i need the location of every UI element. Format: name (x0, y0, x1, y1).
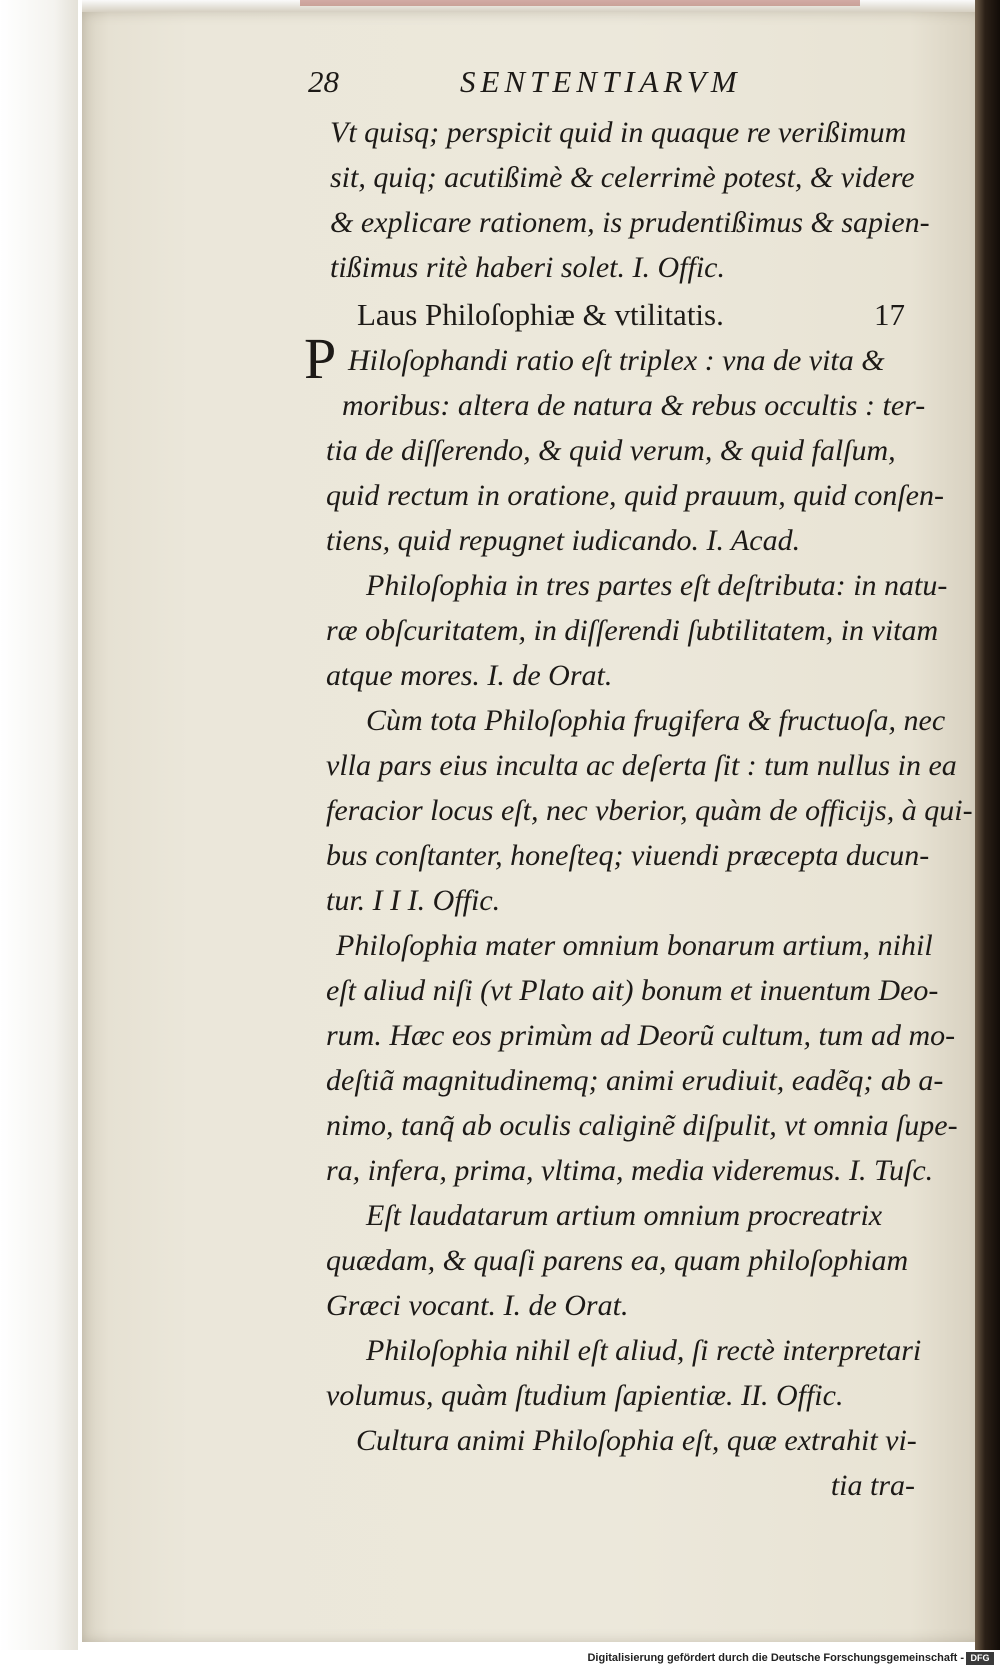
text-line: tiens, quid repugnet iudicando. I. Acad. (326, 524, 801, 557)
section-title: Laus Philoſophiæ & vtilitatis. (357, 297, 724, 332)
text-line: nimo, tanq̃ ab oculis caliginẽ diſpulit, vt omnia ſupe- (326, 1109, 958, 1142)
text-line: bus conſtanter, honeſteq; viuendi præcepta ducun- (326, 839, 930, 872)
paragraph (300, 1193, 955, 1328)
text-line: feracior locus eſt, nec vberior, quàm de officijs, à qui- (326, 794, 973, 827)
text-line: tur. I I I. Offic. (326, 884, 501, 917)
paragraph (300, 1418, 955, 1508)
section-heading (300, 292, 955, 338)
paragraph (300, 923, 958, 1193)
text-line-content: Hiloſophandi ratio eſt triplex : vna de vita & (348, 344, 885, 377)
text-line: Philoſophia in tres partes eſt deſtributa: in natu- (366, 569, 948, 602)
text-line: ræ obſcuritatem, in diſſerendi ſubtilitatem, in vitam (326, 614, 939, 647)
text-line: Eſt laudatarum artium omnium procreatrix (366, 1199, 883, 1232)
text-line: Philoſophia mater omnium bonarum artium, nihil (336, 929, 933, 962)
text-line: rum. Hæc eos primùm ad Deorũ cultum, tum ad mo- (326, 1019, 956, 1052)
text-line: Cultura animi Philoſophia eſt, quæ extrahit vi- (356, 1424, 917, 1457)
text-line: eſt aliud niſi (vt Plato ait) bonum et inuentum Deo- (326, 974, 939, 1007)
text-line: vlla pars eius inculta ac deſerta ſit : tum nullus in ea (326, 749, 957, 782)
section-number: 17 (874, 297, 905, 332)
catchword: tia tra- (830, 1469, 915, 1502)
intro-paragraph (300, 110, 955, 290)
text-line: sit, quiq; acutißimè & celerrimè potest, & videre (330, 161, 915, 194)
text-line: tißimus ritè haberi solet. I. Offic. (330, 251, 725, 284)
text-line: atque mores. I. de Orat. (326, 659, 613, 692)
top-edge-stain (300, 0, 860, 6)
page-number: 28 (308, 64, 339, 99)
paragraph (300, 326, 955, 563)
text-line: quid rectum in oratione, quid prauum, quid conſen- (326, 479, 944, 512)
running-header (300, 62, 955, 110)
book-binding (975, 0, 1000, 1650)
text-line: quædam, & quaſi parens ea, quam philoſophiam (326, 1244, 909, 1277)
text-line: deſtiã magnitudinemq; animi erudiuit, eadẽq; ab a- (326, 1064, 944, 1097)
footer-credit: Digitalisierung gefördert durch die Deutsche Forschungsgemeinschaft - (587, 1652, 964, 1664)
text-line: Philoſophia nihil eſt aliud, ſi rectè interpretari (366, 1334, 922, 1367)
text-line: tia de diſſerendo, & quid verum, & quid falſum, (326, 434, 896, 467)
scan-left-margin (0, 0, 78, 1650)
text-line: Græci vocant. I. de Orat. (326, 1289, 629, 1322)
paragraph (300, 698, 973, 923)
text-line: volumus, quàm ſtudium ſapientiæ. II. Offic. (326, 1379, 844, 1412)
text-line: & explicare rationem, is prudentißimus & sapien- (330, 206, 930, 239)
page-text (300, 62, 973, 1508)
paragraph (300, 1328, 955, 1418)
drop-cap: P (304, 326, 337, 391)
text-line (304, 326, 955, 391)
running-title: SENTENTIARVM (460, 64, 742, 99)
text-line: ra, infera, prima, vltima, media videremus. I. Tuſc. (326, 1154, 934, 1187)
paragraph (300, 563, 955, 698)
text-line: Vt quisq; perspicit quid in quaque re verißimum (330, 116, 907, 149)
text-line: Cùm tota Philoſophia frugifera & fructuoſa, nec (366, 704, 946, 737)
dfg-logo-icon: DFG (966, 1652, 994, 1665)
text-line: moribus: altera de natura & rebus occultis : ter- (342, 389, 926, 422)
